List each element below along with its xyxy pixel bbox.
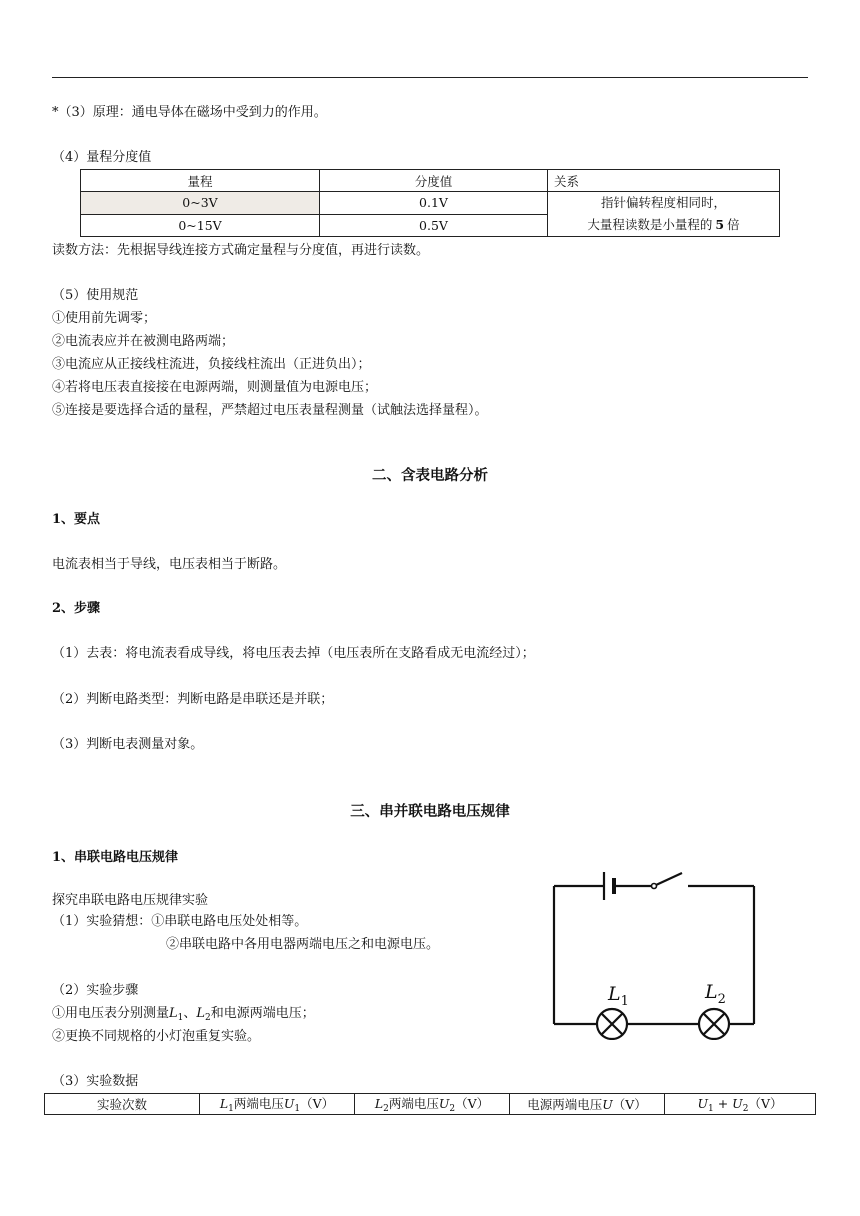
point-text: 电流表相当于导线，电压表相当于断路。	[52, 557, 287, 572]
principle-text: *（3）原理：通电导体在磁场中受到力的作用。	[52, 105, 327, 120]
cell-relation	[548, 192, 780, 237]
cell-range: 0~15V	[81, 214, 320, 237]
series-circuit-diagram	[540, 860, 780, 1040]
header-u2: $L_2$两端电压$U_2(V)$	[355, 1094, 510, 1115]
usage-heading: （5）使用规范	[52, 288, 139, 303]
usage-item: ②电流表应并在被测电路两端；	[52, 334, 235, 349]
procedure-1: ①用电压表分别测量$L_1$、$L_2$和电源两端电压；	[52, 1006, 315, 1023]
reading-method: 读数方法：先根据导线连接方式确定量程与分度值，再进行读数。	[52, 243, 430, 258]
data-heading: （3）实验数据	[52, 1074, 139, 1089]
header-sum: $U_1 + U_2(V)$	[665, 1094, 816, 1115]
steps-heading: 2、步骤	[52, 601, 101, 616]
header-trial: 实验次数	[45, 1094, 200, 1115]
data-table	[44, 1093, 816, 1115]
header-u1: $L_1$两端电压$U_1(V)$	[200, 1094, 355, 1115]
relation-text-post: 倍	[727, 217, 740, 232]
header-source: 电源两端电压U（V）	[510, 1094, 665, 1115]
range-table	[80, 169, 780, 237]
usage-item: ④若将电压表直接接在电源两端，则测量值为电源电压；	[52, 380, 378, 395]
step-item: （2）判断电路类型：判断电路是串联还是并联；	[52, 692, 334, 707]
header-division: 分度值	[320, 170, 548, 192]
section-title: 二、含表电路分析	[372, 467, 488, 484]
cell-division: 0.1V	[320, 192, 548, 215]
header-rule	[52, 77, 808, 78]
hypothesis-2: ②串联电路中各用电器两端电压之和电源电压。	[166, 937, 440, 952]
lamp2-icon	[699, 1009, 729, 1039]
relation-text-pre: 大量程读数是小量程的	[587, 217, 713, 232]
point-heading: 1、要点	[52, 512, 101, 527]
lamp1-symbol: $L_1$	[169, 1006, 184, 1023]
usage-item: ①使用前先调零；	[52, 311, 157, 326]
header-range: 量程	[81, 170, 320, 192]
table-header-row	[81, 170, 780, 192]
table-header-row	[45, 1094, 816, 1115]
usage-item: ③电流应从正接线柱流进，负接线柱流出（正进负出）；	[52, 357, 371, 372]
procedure-1-post: 和电源两端电压；	[210, 1006, 315, 1021]
cell-division: 0.5V	[320, 214, 548, 237]
usage-item: ⑤连接是要选择合适的量程，严禁超过电压表量程测量（试触法选择量程）。	[52, 403, 488, 418]
procedure-heading: （2）实验步骤	[52, 983, 139, 998]
procedure-2: ②更换不同规格的小灯泡重复实验。	[52, 1029, 261, 1044]
table-row	[81, 192, 780, 215]
header-relation: 关系	[548, 170, 780, 192]
lamp1-label: $L_1$	[608, 983, 629, 1009]
step-item: （1）去表：将电流表看成导线，将电压表去掉（电压表所在支路看成无电流经过）；	[52, 646, 535, 661]
lamp2-symbol: $L_2$	[196, 1006, 211, 1023]
experiment-title: 探究串联电路电压规律实验	[52, 893, 209, 908]
range-heading: （4）量程分度值	[52, 150, 152, 165]
hypothesis-line-1	[52, 914, 307, 930]
section-title: 三、串并联电路电压规律	[350, 803, 510, 820]
step-item: （3）判断电表测量对象。	[52, 737, 204, 752]
lamp2-label: $L_2$	[705, 981, 726, 1007]
lamp1-icon	[597, 1009, 627, 1039]
procedure-1-pre: ①用电压表分别测量	[52, 1006, 170, 1021]
hypothesis-1: ①串联电路电压处处相等。	[151, 914, 308, 929]
relation-number: 5	[715, 217, 725, 232]
hypothesis-label: （1）实验猜想：	[52, 914, 152, 929]
relation-line-2	[548, 214, 779, 236]
switch-blade	[656, 873, 682, 885]
sub-heading: 1、串联电路电压规律	[52, 850, 179, 865]
cell-range: 0~3V	[81, 192, 320, 215]
relation-line-1: 指针偏转程度相同时，	[600, 195, 726, 210]
